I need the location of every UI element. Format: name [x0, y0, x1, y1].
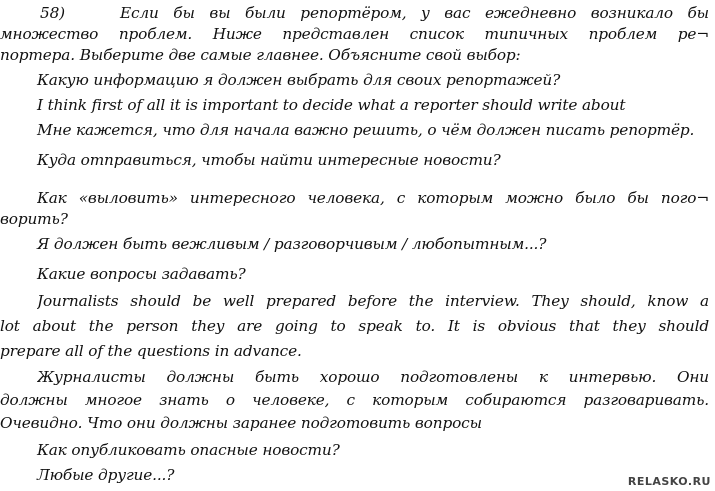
question-line: Я должен быть вежливым / разговорчивым / любопытным...? — [37, 235, 547, 253]
answer-line: Journalists should be well prepared before the interview. They should, know a — [37, 292, 709, 310]
answer-line: Очевидно. Что они должны заранее подготовить вопросы — [0, 414, 482, 432]
answer-line: должны многое знать о человеке, с которым собираются разговаривать. — [0, 391, 709, 409]
answer-line: lot about the person they are going to speak to. It is obvious that they should — [0, 317, 709, 335]
answer-line: I think first of all it is important to decide what a reporter should write about — [37, 96, 626, 114]
question-line: Куда отправиться, чтобы найти интересные новости? — [37, 151, 501, 169]
question-line: Какую информацию я должен выбрать для своих репортажей? — [37, 71, 561, 89]
intro-line-3: портера. Выберите две самые главнее. Объясните свой выбор: — [0, 46, 521, 64]
answer-line: Мне кажется, что для начала важно решить, о чём должен писать репортёр. — [37, 121, 695, 139]
question-line: ворить? — [0, 210, 68, 228]
question-line: Любые другие...? — [37, 466, 175, 484]
task-number: 58) — [40, 4, 65, 22]
answer-line: prepare all of the questions in advance. — [0, 342, 302, 360]
question-line: Как опубликовать опасные новости? — [37, 441, 340, 459]
question-line: Как «выловить» интересного человека, с которым можно было бы пого¬ — [37, 189, 709, 207]
watermark-text: RELASKO.RU — [627, 475, 711, 488]
intro-line-1: 58) Если бы вы были репортёром, у вас ежедневно возникало бы — [0, 3, 709, 23]
question-line: Какие вопросы задавать? — [37, 265, 246, 283]
answer-line: Журналисты должны быть хорошо подготовлены к интервью. Они — [37, 368, 709, 386]
intro-line-2: множество проблем. Ниже представлен список типичных проблем ре¬ — [0, 25, 709, 43]
